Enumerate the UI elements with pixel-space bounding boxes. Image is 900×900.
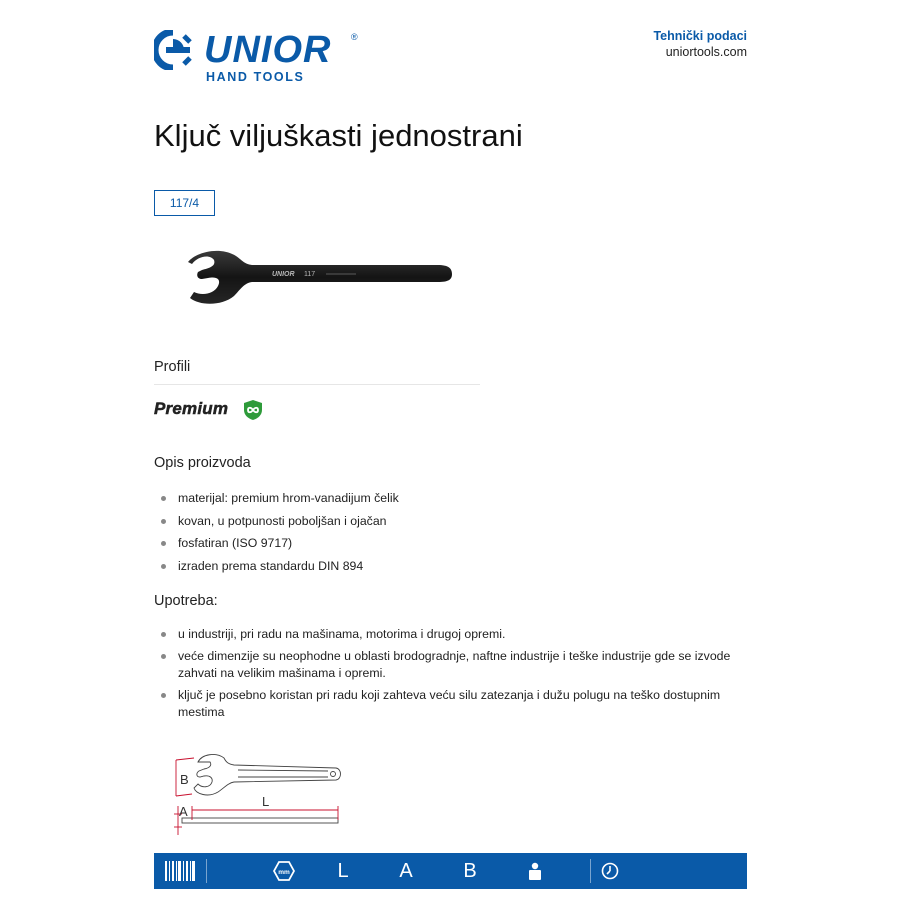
diagram-label-b: B: [180, 772, 189, 787]
list-item: veće dimenzije su neophodne u oblasti brodogradnje, naftne industrije i teške industrije gde se izvode zahvati na velikim mašinama i opremi.: [160, 648, 760, 682]
description-heading: Opis proizvoda: [154, 455, 251, 471]
premium-label: Premium: [154, 399, 229, 418]
footer-col-l: L: [337, 859, 349, 882]
wrench-engraving-number: 117: [304, 271, 316, 278]
unior-emblem-icon: [154, 30, 192, 70]
wrench-product-image: [180, 248, 455, 308]
header-info: [653, 28, 747, 60]
usage-heading: Upotreba:: [154, 593, 218, 609]
footer-col-barcode: [154, 853, 206, 889]
page-title: Ključ viljuškasti jednostrani: [154, 118, 523, 153]
divider: [154, 384, 480, 385]
list-item: ključ je posebno koristan pri radu koji zahteva veću silu zatezanja i dužu polugu na teško dostupnim mestima: [160, 687, 760, 721]
diagram-label-a: A: [179, 804, 188, 819]
list-item: izraden prema standardu DIN 894: [160, 558, 760, 575]
footer-divider: [590, 859, 591, 883]
list-item: kovan, u potpunosti poboljšan i ojačan: [160, 513, 760, 530]
weight-icon: [527, 862, 543, 880]
footer-divider: [206, 859, 207, 883]
barcode-icon: [165, 861, 195, 881]
list-item: fosfatiran (ISO 9717): [160, 535, 760, 552]
footer-col-a: A: [399, 859, 413, 882]
usage-list: [160, 626, 760, 726]
footer-col-size: [258, 853, 310, 889]
hex-mm-text: mm: [278, 869, 290, 876]
description-list: [160, 490, 760, 580]
spec-header-bar: [154, 853, 747, 889]
footer-col-weight: [509, 853, 561, 889]
unior-logo: [154, 30, 364, 84]
registered-mark: ®: [351, 32, 358, 42]
brand-name: UNIOR: [204, 29, 332, 71]
footer-col-time: [584, 853, 636, 889]
website-link[interactable]: uniortools.com: [665, 45, 747, 59]
tech-data-label: Tehnički podaci: [653, 29, 747, 43]
hex-mm-icon: [273, 861, 295, 881]
clock-icon: [601, 862, 619, 880]
dimension-diagram: [168, 748, 348, 843]
list-item: materijal: premium hrom-vanadijum čelik: [160, 490, 760, 507]
product-code: 117/4: [154, 190, 215, 216]
shield-infinity-icon: [242, 399, 264, 421]
profiles-heading: Profili: [154, 359, 191, 375]
wrench-engraving-brand: UNIOR: [272, 271, 295, 278]
list-item: u industriji, pri radu na mašinama, motorima i drugoj opremi.: [160, 626, 760, 643]
diagram-label-l: L: [262, 794, 270, 809]
footer-col-b: B: [463, 859, 477, 882]
brand-tagline: HAND TOOLS: [206, 70, 305, 84]
